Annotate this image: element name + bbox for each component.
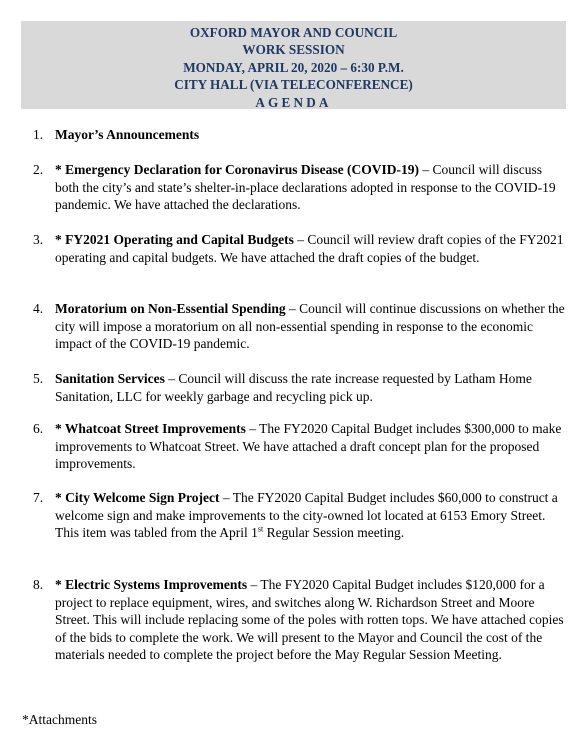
item-number: 8.	[33, 577, 44, 592]
agenda-item-6	[33, 420, 567, 473]
agenda-item-2	[33, 161, 567, 214]
item-title: Mayor’s Announcements	[55, 127, 200, 142]
header-location: CITY HALL (VIA TELECONFERENCE)	[174, 77, 413, 93]
header-agenda-label: AGENDA	[255, 94, 332, 110]
item-number: 4.	[33, 301, 44, 316]
item-title: * FY2021 Operating and Capital Budgets	[55, 232, 294, 247]
agenda-item-1	[33, 126, 567, 144]
header-session-type: WORK SESSION	[242, 42, 345, 58]
attachments-footnote: *Attachments	[22, 712, 97, 727]
item-text-continued: Regular Session meeting.	[263, 525, 405, 541]
item-title: Sanitation Services	[55, 371, 165, 386]
item-number: 2.	[33, 162, 44, 177]
agenda-item-7	[33, 489, 567, 542]
agenda-item-3	[33, 231, 567, 266]
item-number: 7.	[33, 490, 44, 505]
item-title: * Electric Systems Improvements	[55, 577, 248, 592]
agenda-header	[21, 21, 566, 109]
item-number: 1.	[33, 127, 44, 142]
agenda-item-5	[33, 370, 567, 405]
item-text: – Council will discuss the rate increase requested by Latham Home Sanitation, LLC for weekly garbage and recycling pick up.	[55, 371, 532, 404]
item-number: 3.	[33, 232, 44, 247]
item-text: – The FY2020 Capital Budget includes $120,000 for a project to replace equipment, wires, and switches along W. Richardson Street and Moore Street. This will include replacing some of the poles with rotten tops. We have attached copies of the bids to complete the work. We will present to the Mayor and Council the cost of the materials needed to complete the project before the May Regular Session Meeting.	[55, 577, 564, 663]
header-city-title: OXFORD MAYOR AND COUNCIL	[189, 25, 398, 40]
item-title: Moratorium on Non-Essential Spending	[55, 301, 286, 316]
item-title: * Emergency Declaration for Coronavirus Disease (COVID-19)	[55, 162, 419, 177]
item-title: * City Welcome Sign Project	[55, 490, 220, 505]
item-text: – The FY2020 Capital Budget includes $60,000 to construct a welcome sign and make improvements to the city-owned lot located at 6153 Emory Street. This item was tabled from the April 1	[55, 490, 558, 541]
ordinal-suffix: st	[257, 524, 264, 534]
item-text: – Council will discuss both the city’s and state’s shelter-in-place declarations adopted in response to the COVID-19 pandemic. We have attached the declarations.	[55, 162, 556, 213]
item-number: 5.	[33, 371, 44, 386]
item-number: 6.	[33, 421, 44, 436]
item-text: – Council will continue discussions on whether the city will impose a moratorium on all non-essential spending in response to the economic impact of the COVID-19 pandemic.	[55, 301, 565, 352]
agenda-item-4	[33, 300, 567, 353]
item-text: – Council will review draft copies of the FY2021 operating and capital budgets. We have attached the draft copies of the budget.	[55, 232, 564, 265]
item-text: – The FY2020 Capital Budget includes $300,000 to make improvements to Whatcoat Street. We have attached a draft concept plan for the proposed improvements.	[55, 421, 562, 472]
header-date-time: MONDAY, APRIL 20, 2020 – 6:30 P.M.	[183, 59, 404, 75]
agenda-item-8	[33, 576, 567, 664]
item-title: * Whatcoat Street Improvements	[55, 421, 246, 436]
